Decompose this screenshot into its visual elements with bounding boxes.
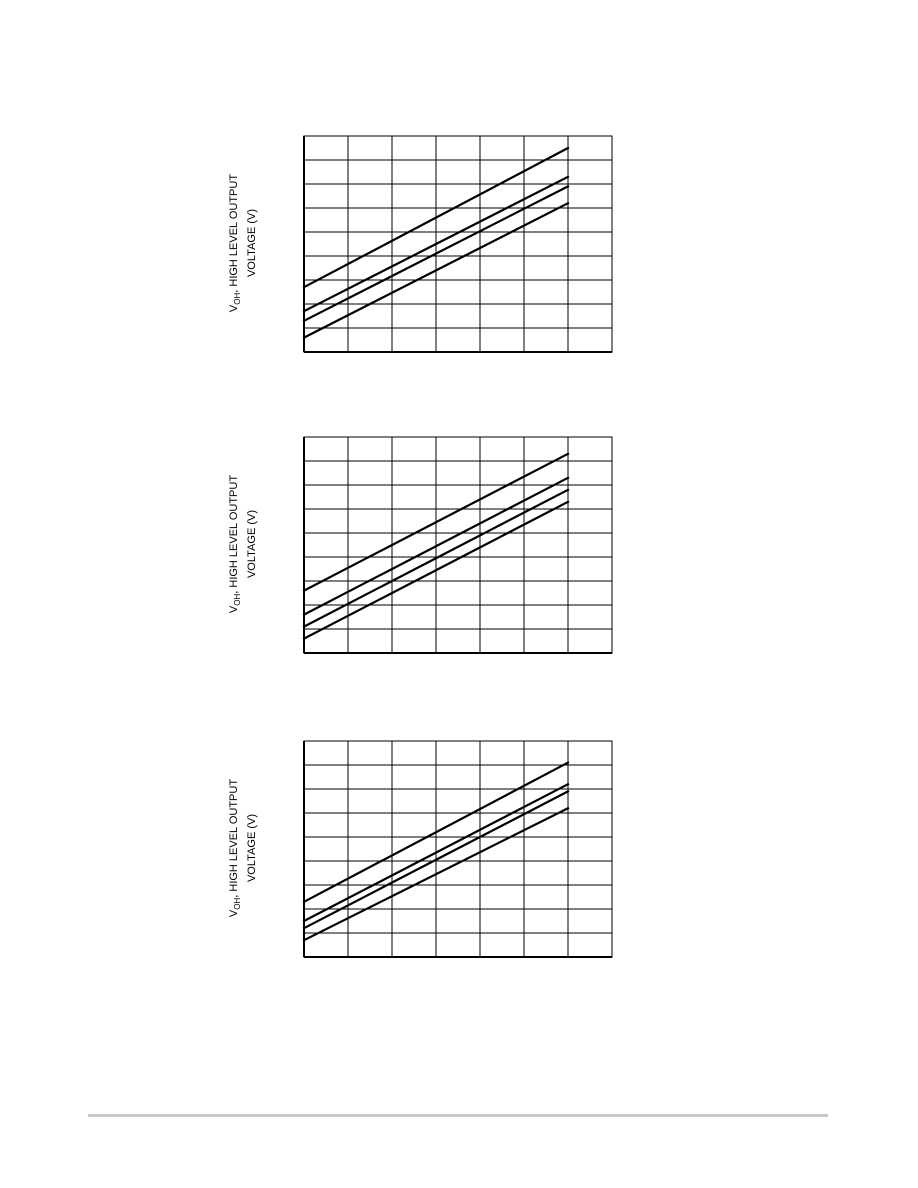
line-chart (300, 128, 615, 358)
y-axis-label: $V_{OH}$, HIGH LEVEL OUTPUT VOLTAGE (V) (227, 173, 259, 313)
y-axis-label: $V_{OH}$, HIGH LEVEL OUTPUT VOLTAGE (V) (227, 778, 259, 918)
plot-frame (304, 437, 612, 653)
line-chart (300, 733, 615, 963)
line-chart (300, 429, 615, 659)
chart-panel-3 (220, 733, 620, 963)
y-axis-label: $V_{OH}$, HIGH LEVEL OUTPUT VOLTAGE (V) (227, 474, 259, 614)
chart-panel-2 (220, 429, 620, 659)
plot-frame (304, 136, 612, 352)
footer-divider (88, 1114, 828, 1117)
chart-panel-1 (220, 128, 620, 358)
